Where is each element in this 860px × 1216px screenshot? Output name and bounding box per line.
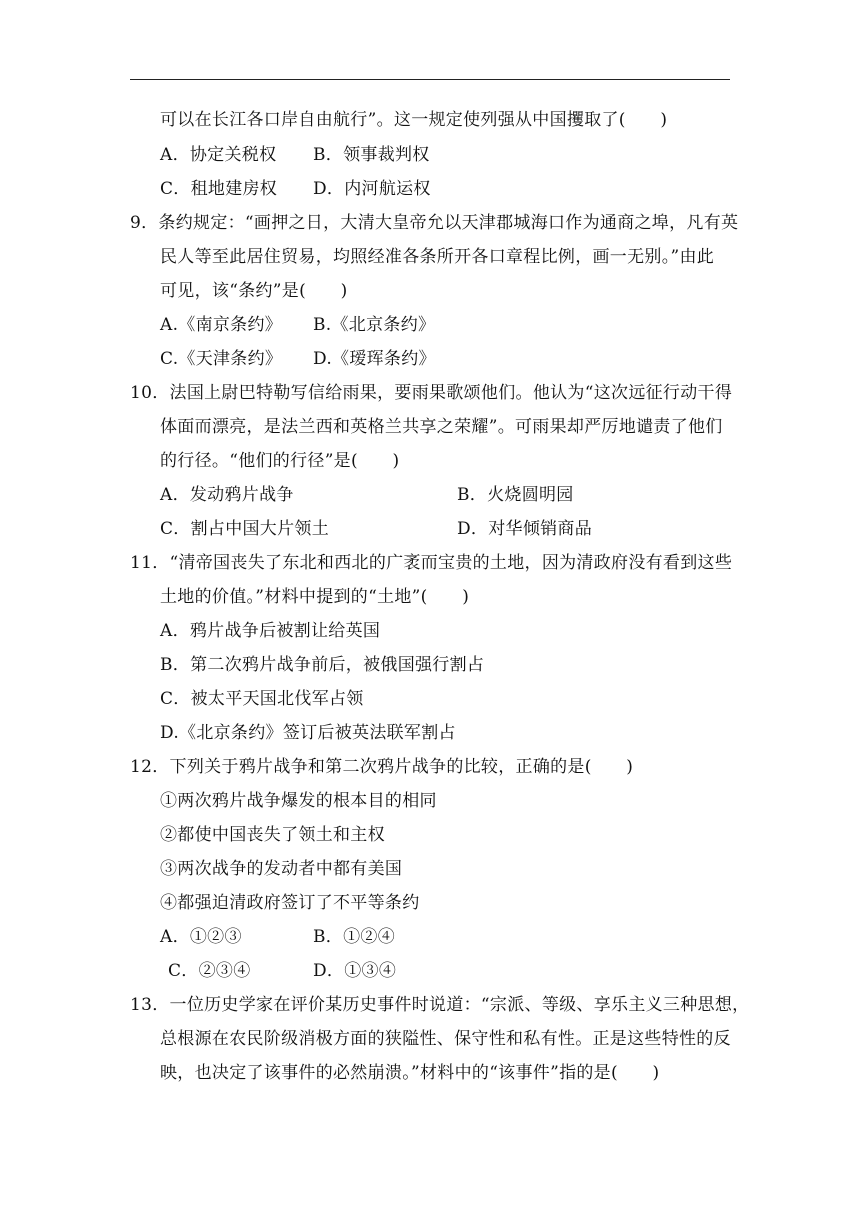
q12-stem-line1: 12．下列关于鸦片战争和第二次鸦片战争的比较，正确的是( )	[130, 757, 634, 777]
q11-option-d: D.《北京条约》签订后被英法联军割占	[160, 723, 456, 743]
q9-stem-line2: 民人等至此居住贸易，均照经准各条所开各口章程比例，画一无别。”由此	[160, 247, 715, 267]
q12-option-d: D．①③④	[313, 961, 397, 981]
q9-stem-line1: 9．条约规定：“画押之日，大清大皇帝允以天津郡城海口作为通商之埠，凡有英	[130, 213, 739, 233]
q13-stem-line3: 映，也决定了该事件的必然崩溃。”材料中的“该事件”指的是( )	[160, 1063, 660, 1083]
q11-stem-line1: 11．“清帝国丧失了东北和西北的广袤而宝贵的土地，因为清政府没有看到这些	[130, 553, 733, 573]
q12-option-c: C．②③④	[168, 961, 251, 981]
q12-statement-3: ③两次战争的发动者中都有美国	[160, 859, 403, 879]
q8-option-b: B．领事裁判权	[313, 145, 430, 165]
q10-option-a: A．发动鸦片战争	[160, 485, 294, 505]
q12-statement-2: ②都使中国丧失了领土和主权	[160, 825, 385, 845]
q8-option-a: A．协定关税权	[160, 145, 277, 165]
q12-option-b: B．①②④	[313, 927, 395, 947]
q10-option-d: D．对华倾销商品	[457, 519, 593, 539]
q11-stem-line2: 土地的价值。”材料中提到的“土地”( )	[160, 587, 470, 607]
q13-stem-line2: 总根源在农民阶级消极方面的狭隘性、保守性和私有性。正是这些特性的反	[160, 1029, 731, 1049]
q10-stem-line1: 10．法国上尉巴特勒写信给雨果，要雨果歌颂他们。他认为“这次远征行动干得	[130, 383, 733, 403]
q12-option-a: A．①②③	[160, 927, 242, 947]
q11-option-c: C．被太平天国北伐军占领	[160, 689, 364, 709]
q8-stem-continuation: 可以在长江各口岸自由航行”。这一规定使列强从中国攫取了( )	[160, 110, 668, 130]
q8-option-c: C．租地建房权	[160, 179, 278, 199]
q12-statement-1: ①两次鸦片战争爆发的根本目的相同	[160, 791, 437, 811]
q9-option-a: A.《南京条约》	[160, 315, 283, 335]
q13-stem-line1: 13．一位历史学家在评价某历史事件时说道：“宗派、等级、享乐主义三种思想，	[130, 995, 750, 1015]
q9-option-b: B.《北京条约》	[313, 315, 436, 335]
q9-option-c: C.《天津条约》	[160, 349, 283, 369]
q10-option-b: B．火烧圆明园	[457, 485, 574, 505]
q9-stem-line3: 可见，该“条约”是( )	[160, 281, 348, 301]
q10-stem-line3: 的行径。“他们的行径”是( )	[160, 451, 400, 471]
q10-stem-line2: 体面而漂亮，是法兰西和英格兰共享之荣耀”。可雨果却严厉地谴责了他们	[160, 417, 723, 437]
q11-option-b: B．第二次鸦片战争前后，被俄国强行割占	[160, 655, 485, 675]
q10-option-c: C．割占中国大片领土	[160, 519, 330, 539]
q12-statement-4: ④都强迫清政府签订了不平等条约	[160, 893, 420, 913]
q8-option-d: D．内河航运权	[313, 179, 431, 199]
q9-option-d: D.《瑷珲条约》	[313, 349, 436, 369]
header-rule	[130, 79, 730, 80]
q11-option-a: A．鸦片战争后被割让给英国	[160, 621, 381, 641]
